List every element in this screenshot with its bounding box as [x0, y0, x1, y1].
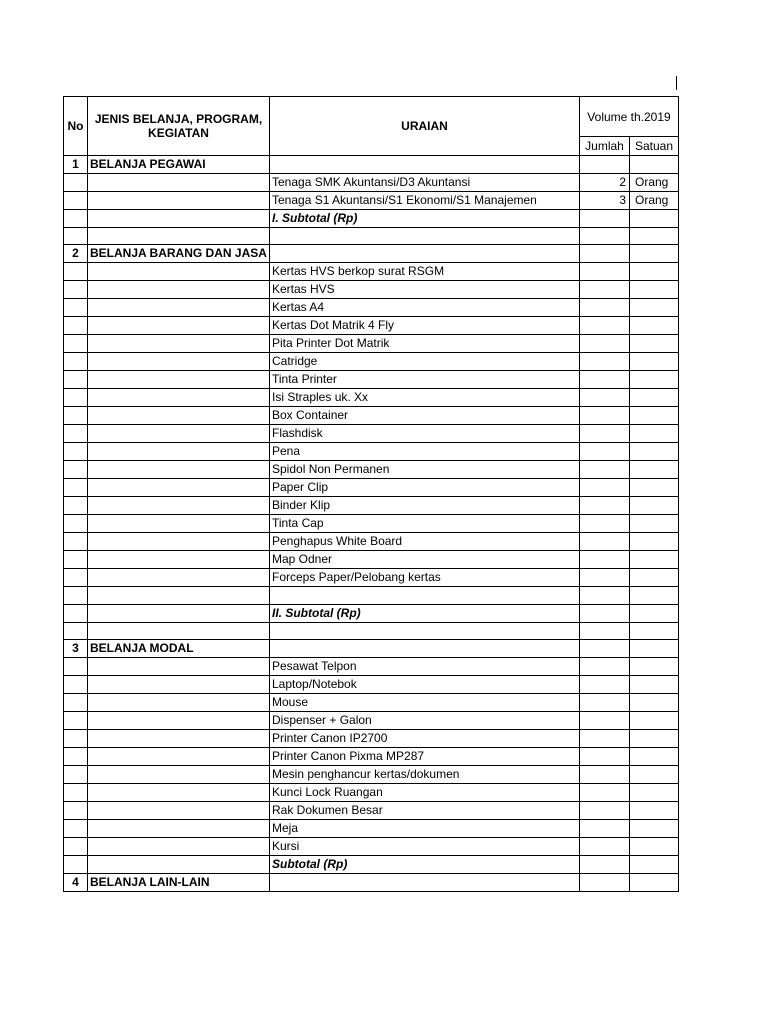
cell-no[interactable]: 2: [64, 245, 88, 263]
cell-no[interactable]: [64, 604, 88, 622]
cell-jenis[interactable]: [88, 335, 270, 353]
cell-no[interactable]: [64, 533, 88, 551]
table-row: [64, 371, 679, 389]
cell-uraian[interactable]: Subtotal (Rp): [270, 856, 580, 874]
cell-jumlah[interactable]: 3: [580, 192, 630, 210]
cell-jumlah[interactable]: [580, 730, 630, 748]
cell-uraian[interactable]: Mesin penghancur kertas/dokumen: [270, 766, 580, 784]
cell-jumlah[interactable]: [580, 551, 630, 569]
table-row: [64, 263, 679, 281]
header-jumlah: Jumlah: [580, 137, 630, 156]
cell-no[interactable]: [64, 587, 88, 604]
cell-jumlah[interactable]: 2: [580, 174, 630, 192]
cell-uraian[interactable]: Kertas HVS berkop surat RSGM: [270, 263, 580, 281]
table-row: [64, 443, 679, 461]
cell-uraian[interactable]: Meja: [270, 820, 580, 838]
cell-satuan[interactable]: [630, 497, 679, 515]
cell-jumlah[interactable]: [580, 425, 630, 443]
cell-jenis[interactable]: [88, 263, 270, 281]
cell-jumlah[interactable]: [580, 497, 630, 515]
cell-uraian[interactable]: [270, 156, 580, 174]
cell-satuan[interactable]: [630, 389, 679, 407]
cell-uraian[interactable]: [270, 245, 580, 263]
table-row: [64, 802, 679, 820]
table-row: [64, 210, 679, 228]
cell-no[interactable]: [64, 210, 88, 228]
cell-jenis[interactable]: [88, 228, 270, 245]
cell-no[interactable]: [64, 730, 88, 748]
cell-jenis[interactable]: [88, 730, 270, 748]
table-row: [64, 245, 679, 263]
cell-satuan[interactable]: [630, 658, 679, 676]
cell-jenis[interactable]: [88, 676, 270, 694]
cell-jumlah[interactable]: [580, 838, 630, 856]
cell-satuan[interactable]: [630, 856, 679, 874]
cell-uraian[interactable]: Kursi: [270, 838, 580, 856]
table-row: [64, 748, 679, 766]
cell-satuan[interactable]: [630, 479, 679, 497]
cell-jenis[interactable]: [88, 820, 270, 838]
cell-jenis[interactable]: [88, 192, 270, 210]
cell-satuan[interactable]: [630, 263, 679, 281]
cell-uraian[interactable]: Printer Canon IP2700: [270, 730, 580, 748]
cell-jenis[interactable]: [88, 425, 270, 443]
cell-no[interactable]: [64, 515, 88, 533]
cell-uraian[interactable]: I. Subtotal (Rp): [270, 210, 580, 228]
cell-jumlah[interactable]: [580, 479, 630, 497]
cell-satuan[interactable]: [630, 515, 679, 533]
cell-satuan[interactable]: [630, 551, 679, 569]
cell-jenis[interactable]: [88, 622, 270, 639]
cell-jenis[interactable]: [88, 174, 270, 192]
cell-uraian[interactable]: Dispenser + Galon: [270, 712, 580, 730]
cell-jumlah[interactable]: [580, 784, 630, 802]
cell-satuan[interactable]: [630, 622, 679, 639]
cell-uraian[interactable]: Mouse: [270, 694, 580, 712]
cell-satuan[interactable]: [630, 766, 679, 784]
cell-no[interactable]: [64, 353, 88, 371]
cell-jenis[interactable]: [88, 694, 270, 712]
cell-uraian[interactable]: [270, 587, 580, 604]
cell-satuan[interactable]: [630, 640, 679, 658]
cell-jumlah[interactable]: [580, 856, 630, 874]
cell-uraian[interactable]: Kunci Lock Ruangan: [270, 784, 580, 802]
cell-jumlah[interactable]: [580, 748, 630, 766]
cell-no[interactable]: 1: [64, 156, 88, 174]
cell-jumlah[interactable]: [580, 281, 630, 299]
cell-uraian[interactable]: Isi Straples uk. Xx: [270, 389, 580, 407]
cell-uraian[interactable]: Spidol Non Permanen: [270, 461, 580, 479]
cell-jenis[interactable]: [88, 712, 270, 730]
cell-no[interactable]: [64, 820, 88, 838]
cell-jumlah[interactable]: [580, 156, 630, 174]
cell-uraian[interactable]: Flashdisk: [270, 425, 580, 443]
cell-uraian[interactable]: Kertas A4: [270, 299, 580, 317]
table-row: [64, 425, 679, 443]
cell-satuan[interactable]: [630, 676, 679, 694]
cell-no[interactable]: [64, 174, 88, 192]
cell-jumlah[interactable]: [580, 658, 630, 676]
cell-jenis[interactable]: [88, 461, 270, 479]
cell-jenis[interactable]: BELANJA PEGAWAI: [88, 156, 270, 174]
cell-satuan[interactable]: [630, 299, 679, 317]
cell-jenis[interactable]: [88, 551, 270, 569]
table-row: [64, 569, 679, 587]
table-row: [64, 461, 679, 479]
cell-uraian[interactable]: Catridge: [270, 353, 580, 371]
cell-satuan[interactable]: [630, 461, 679, 479]
table-row: [64, 712, 679, 730]
table-row: [64, 353, 679, 371]
cell-jumlah[interactable]: [580, 461, 630, 479]
cell-jenis[interactable]: [88, 299, 270, 317]
table-row: [64, 533, 679, 551]
cell-no[interactable]: [64, 407, 88, 425]
cell-uraian[interactable]: Tinta Cap: [270, 515, 580, 533]
table-row: [64, 281, 679, 299]
cell-no[interactable]: [64, 335, 88, 353]
cell-no[interactable]: [64, 838, 88, 856]
text-cursor: [676, 76, 677, 90]
cell-jumlah[interactable]: [580, 389, 630, 407]
cell-no[interactable]: 4: [64, 874, 88, 892]
table-row: [64, 174, 679, 192]
table-row: [64, 658, 679, 676]
table-row: [64, 317, 679, 335]
cell-uraian[interactable]: Pesawat Telpon: [270, 658, 580, 676]
cell-satuan[interactable]: [630, 317, 679, 335]
cell-no[interactable]: [64, 658, 88, 676]
cell-uraian[interactable]: Rak Dokumen Besar: [270, 802, 580, 820]
cell-satuan[interactable]: Orang: [630, 192, 679, 210]
cell-satuan[interactable]: [630, 802, 679, 820]
cell-jumlah[interactable]: [580, 443, 630, 461]
cell-no[interactable]: [64, 317, 88, 335]
cell-uraian[interactable]: Kertas HVS: [270, 281, 580, 299]
cell-satuan[interactable]: [630, 533, 679, 551]
cell-uraian[interactable]: Printer Canon Pixma MP287: [270, 748, 580, 766]
cell-jumlah[interactable]: [580, 317, 630, 335]
cell-jumlah[interactable]: [580, 228, 630, 245]
cell-satuan[interactable]: [630, 874, 679, 892]
cell-no[interactable]: [64, 676, 88, 694]
cell-no[interactable]: [64, 497, 88, 515]
cell-no[interactable]: [64, 622, 88, 639]
cell-jumlah[interactable]: [580, 820, 630, 838]
cell-no[interactable]: [64, 299, 88, 317]
table-row: [64, 604, 679, 622]
cell-jumlah[interactable]: [580, 299, 630, 317]
cell-satuan[interactable]: [630, 281, 679, 299]
cell-no[interactable]: [64, 694, 88, 712]
table-row: [64, 228, 679, 245]
cell-jumlah[interactable]: [580, 407, 630, 425]
cell-jumlah[interactable]: [580, 515, 630, 533]
cell-no[interactable]: [64, 856, 88, 874]
cell-jenis[interactable]: BELANJA MODAL: [88, 640, 270, 658]
cell-jumlah[interactable]: [580, 245, 630, 263]
cell-jenis[interactable]: [88, 479, 270, 497]
cell-satuan[interactable]: [630, 245, 679, 263]
cell-satuan[interactable]: [630, 587, 679, 604]
table-row: [64, 587, 679, 604]
cell-no[interactable]: [64, 712, 88, 730]
cell-satuan[interactable]: [630, 228, 679, 245]
cell-no[interactable]: [64, 784, 88, 802]
cell-jumlah[interactable]: [580, 569, 630, 587]
cell-jumlah[interactable]: [580, 676, 630, 694]
cell-satuan[interactable]: [630, 730, 679, 748]
cell-jenis[interactable]: BELANJA BARANG DAN JASA: [88, 245, 270, 263]
header-satuan: Satuan: [630, 137, 679, 156]
cell-satuan[interactable]: Orang: [630, 174, 679, 192]
cell-satuan[interactable]: [630, 784, 679, 802]
cell-jumlah[interactable]: [580, 533, 630, 551]
cell-jumlah[interactable]: [580, 353, 630, 371]
cell-satuan[interactable]: [630, 443, 679, 461]
cell-jenis[interactable]: [88, 533, 270, 551]
cell-jumlah[interactable]: [580, 210, 630, 228]
cell-jumlah[interactable]: [580, 640, 630, 658]
cell-uraian[interactable]: Tenaga S1 Akuntansi/S1 Ekonomi/S1 Manajemen: [270, 192, 580, 210]
cell-satuan[interactable]: [630, 156, 679, 174]
table-row: [64, 622, 679, 639]
header-volume: Volume th.2019: [580, 97, 679, 137]
cell-jenis[interactable]: [88, 210, 270, 228]
cell-jumlah[interactable]: [580, 622, 630, 639]
cell-jumlah[interactable]: [580, 694, 630, 712]
table-row: [64, 838, 679, 856]
cell-no[interactable]: 3: [64, 640, 88, 658]
header-jenis: JENIS BELANJA, PROGRAM, KEGIATAN: [88, 97, 270, 156]
table-row: [64, 389, 679, 407]
cell-no[interactable]: [64, 425, 88, 443]
cell-jenis[interactable]: BELANJA LAIN-LAIN: [88, 874, 270, 892]
table-row: [64, 730, 679, 748]
table-row: [64, 407, 679, 425]
cell-jenis[interactable]: [88, 353, 270, 371]
cell-uraian[interactable]: Laptop/Notebok: [270, 676, 580, 694]
cell-satuan[interactable]: [630, 604, 679, 622]
table-row: [64, 479, 679, 497]
cell-uraian[interactable]: [270, 228, 580, 245]
cell-satuan[interactable]: [630, 371, 679, 389]
cell-no[interactable]: [64, 192, 88, 210]
table-row: [64, 784, 679, 802]
table-row: [64, 820, 679, 838]
table-row: [64, 551, 679, 569]
cell-satuan[interactable]: [630, 569, 679, 587]
header-uraian: URAIAN: [270, 97, 580, 156]
cell-no[interactable]: [64, 551, 88, 569]
cell-jumlah[interactable]: [580, 371, 630, 389]
cell-no[interactable]: [64, 802, 88, 820]
cell-no[interactable]: [64, 479, 88, 497]
cell-jenis[interactable]: [88, 443, 270, 461]
cell-jumlah[interactable]: [580, 587, 630, 604]
cell-satuan[interactable]: [630, 748, 679, 766]
table-row: [64, 766, 679, 784]
cell-jenis[interactable]: [88, 766, 270, 784]
budget-table: [63, 96, 679, 892]
cell-satuan[interactable]: [630, 820, 679, 838]
header-no: No: [64, 97, 88, 156]
cell-satuan[interactable]: [630, 712, 679, 730]
cell-uraian[interactable]: Penghapus White Board: [270, 533, 580, 551]
cell-uraian[interactable]: [270, 640, 580, 658]
cell-no[interactable]: [64, 461, 88, 479]
table-row: [64, 299, 679, 317]
cell-jenis[interactable]: [88, 784, 270, 802]
cell-jumlah[interactable]: [580, 766, 630, 784]
table-row: [64, 515, 679, 533]
table-row: [64, 640, 679, 658]
cell-satuan[interactable]: [630, 407, 679, 425]
cell-satuan[interactable]: [630, 335, 679, 353]
cell-uraian[interactable]: Forceps Paper/Pelobang kertas: [270, 569, 580, 587]
table-row: [64, 192, 679, 210]
cell-uraian[interactable]: Tenaga SMK Akuntansi/D3 Akuntansi: [270, 174, 580, 192]
cell-jenis[interactable]: [88, 658, 270, 676]
cell-jenis[interactable]: [88, 748, 270, 766]
cell-jenis[interactable]: [88, 281, 270, 299]
table-row: [64, 497, 679, 515]
cell-uraian[interactable]: Box Container: [270, 407, 580, 425]
table-row: [64, 156, 679, 174]
cell-uraian[interactable]: Map Odner: [270, 551, 580, 569]
cell-jenis[interactable]: [88, 317, 270, 335]
cell-uraian[interactable]: [270, 874, 580, 892]
cell-uraian[interactable]: Tinta Printer: [270, 371, 580, 389]
cell-no[interactable]: [64, 569, 88, 587]
cell-no[interactable]: [64, 228, 88, 245]
cell-no[interactable]: [64, 766, 88, 784]
cell-satuan[interactable]: [630, 210, 679, 228]
cell-jenis[interactable]: [88, 389, 270, 407]
cell-jumlah[interactable]: [580, 712, 630, 730]
cell-no[interactable]: [64, 443, 88, 461]
cell-jenis[interactable]: [88, 856, 270, 874]
table-row: [64, 335, 679, 353]
cell-uraian[interactable]: Binder Klip: [270, 497, 580, 515]
cell-uraian[interactable]: II. Subtotal (Rp): [270, 604, 580, 622]
cell-satuan[interactable]: [630, 353, 679, 371]
cell-jenis[interactable]: [88, 587, 270, 604]
cell-uraian[interactable]: Kertas Dot Matrik 4 Fly: [270, 317, 580, 335]
cell-jenis[interactable]: [88, 569, 270, 587]
table-row: [64, 676, 679, 694]
cell-satuan[interactable]: [630, 838, 679, 856]
cell-uraian[interactable]: Pita Printer Dot Matrik: [270, 335, 580, 353]
cell-satuan[interactable]: [630, 694, 679, 712]
cell-no[interactable]: [64, 371, 88, 389]
cell-jumlah[interactable]: [580, 802, 630, 820]
cell-jenis[interactable]: [88, 407, 270, 425]
cell-no[interactable]: [64, 389, 88, 407]
cell-jenis[interactable]: [88, 515, 270, 533]
cell-no[interactable]: [64, 748, 88, 766]
cell-no[interactable]: [64, 263, 88, 281]
cell-jenis[interactable]: [88, 802, 270, 820]
cell-jenis[interactable]: [88, 497, 270, 515]
cell-uraian[interactable]: [270, 622, 580, 639]
cell-jumlah[interactable]: [580, 263, 630, 281]
table-row: [64, 694, 679, 712]
cell-jumlah[interactable]: [580, 604, 630, 622]
cell-uraian[interactable]: Pena: [270, 443, 580, 461]
cell-jenis[interactable]: [88, 371, 270, 389]
cell-jenis[interactable]: [88, 838, 270, 856]
cell-jenis[interactable]: [88, 604, 270, 622]
cell-jumlah[interactable]: [580, 874, 630, 892]
table-row: [64, 874, 679, 892]
cell-satuan[interactable]: [630, 425, 679, 443]
cell-uraian[interactable]: Paper Clip: [270, 479, 580, 497]
table-row: [64, 856, 679, 874]
cell-jumlah[interactable]: [580, 335, 630, 353]
cell-no[interactable]: [64, 281, 88, 299]
